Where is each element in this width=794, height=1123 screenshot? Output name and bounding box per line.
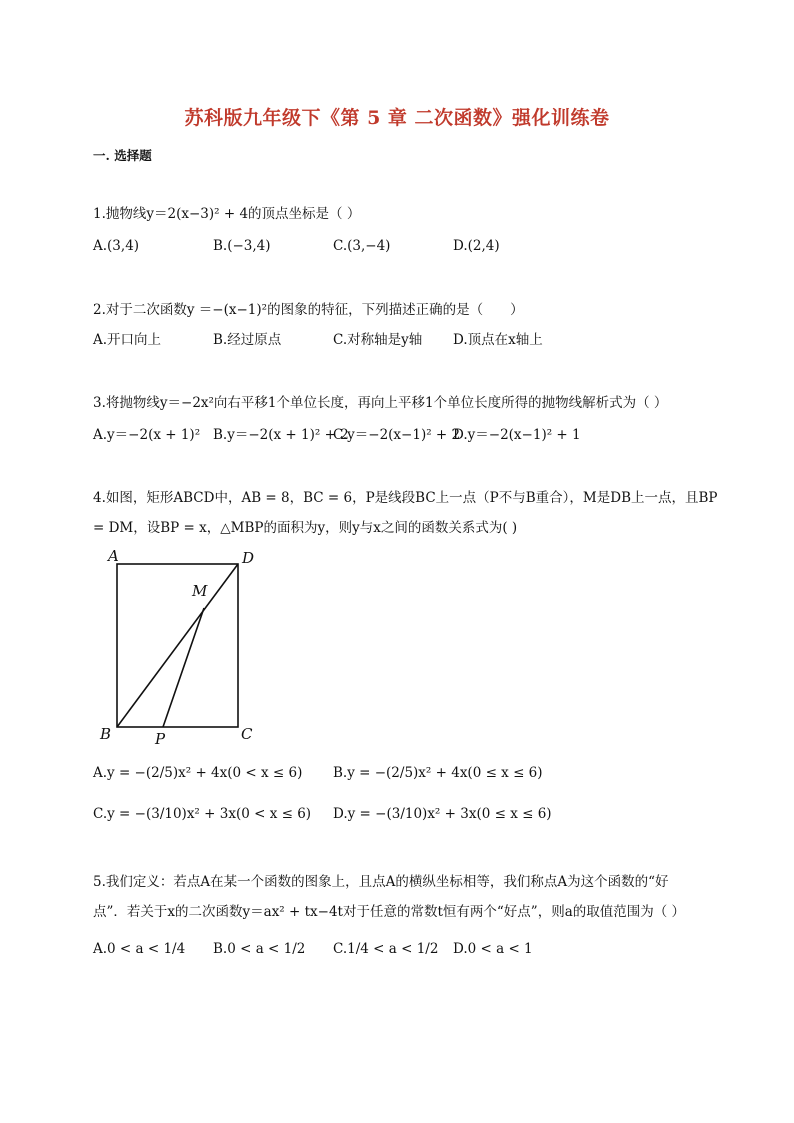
question-1-stem: 1.抛物线y＝2(x−3)² + 4的顶点坐标是（ ） (93, 206, 361, 222)
diagonal-bd (117, 564, 238, 727)
question-2-option-c: C.对称轴是y轴 (333, 332, 423, 348)
question-4-stem-line2: = DM，设BP = x，△MBP的面积为y，则y与x之间的函数关系式为( ) (93, 520, 518, 536)
question-5-option-b: B.0 < a < 1/2 (213, 941, 306, 957)
question-4-option-d: D.y = −(3/10)x² + 3x(0 ≤ x ≤ 6) (333, 806, 552, 822)
question-1-option-c: C.(3,−4) (333, 238, 391, 254)
question-3-option-a: A.y＝−2(x + 1)² (93, 427, 201, 443)
question-2-option-b: B.经过原点 (213, 332, 282, 348)
question-3-option-d: D.y＝−2(x−1)² + 1 (453, 427, 581, 443)
question-4-option-c: C.y = −(3/10)x² + 3x(0 < x ≤ 6) (93, 806, 312, 822)
label-p: P (155, 730, 166, 748)
segment-mp (163, 608, 204, 727)
label-m: M (192, 582, 208, 600)
label-d: D (242, 549, 255, 567)
question-1-option-a: A.(3,4) (93, 238, 140, 254)
question-2-option-d: D.顶点在x轴上 (453, 332, 543, 348)
question-3-option-c: C.y＝−2(x−1)² + 2 (333, 427, 461, 443)
rectangle-figure (96, 548, 276, 748)
question-5-option-c: C.1/4 < a < 1/2 (333, 941, 439, 957)
label-c: C (241, 725, 253, 743)
question-1-option-b: B.(−3,4) (213, 238, 271, 254)
question-4-option-a: A.y = −(2/5)x² + 4x(0 < x ≤ 6) (93, 765, 303, 781)
label-a: A (108, 548, 119, 565)
question-5-option-a: A.0 < a < 1/4 (93, 941, 186, 957)
label-b: B (100, 725, 112, 743)
question-3-option-b: B.y＝−2(x + 1)² + 2 (213, 427, 349, 443)
question-5-option-d: D.0 < a < 1 (453, 941, 533, 957)
section-heading: 一. 选择题 (93, 148, 152, 163)
question-4-option-b: B.y = −(2/5)x² + 4x(0 ≤ x ≤ 6) (333, 765, 543, 781)
question-2-option-a: A.开口向上 (93, 332, 162, 348)
question-4-stem-line1: 4.如图，矩形ABCD中，AB = 8，BC = 6，P是线段BC上一点（P不与B重合），M是DB上一点，且BP (93, 490, 718, 506)
question-1-option-d: D.(2,4) (453, 238, 500, 254)
question-2-stem: 2.对于二次函数y ＝−(x−1)²的图象的特征，下列描述正确的是（ ） (93, 302, 524, 318)
question-5-stem-line1: 5.我们定义：若点A在某一个函数的图象上，且点A的横纵坐标相等，我们称点A为这个函数的“好 (93, 874, 669, 890)
question-5-stem-line2: 点”．若关于x的二次函数y＝ax² + tx−4t对于任意的常数t恒有两个“好点”，则a的取值范围为（ ） (93, 904, 686, 920)
page-title: 苏科版九年级下《第 5 章 二次函数》强化训练卷 (184, 107, 610, 129)
question-3-stem: 3.将抛物线y＝−2x²向右平移1个单位长度，再向上平移1个单位长度所得的抛物线解析式为（ ） (93, 395, 668, 411)
